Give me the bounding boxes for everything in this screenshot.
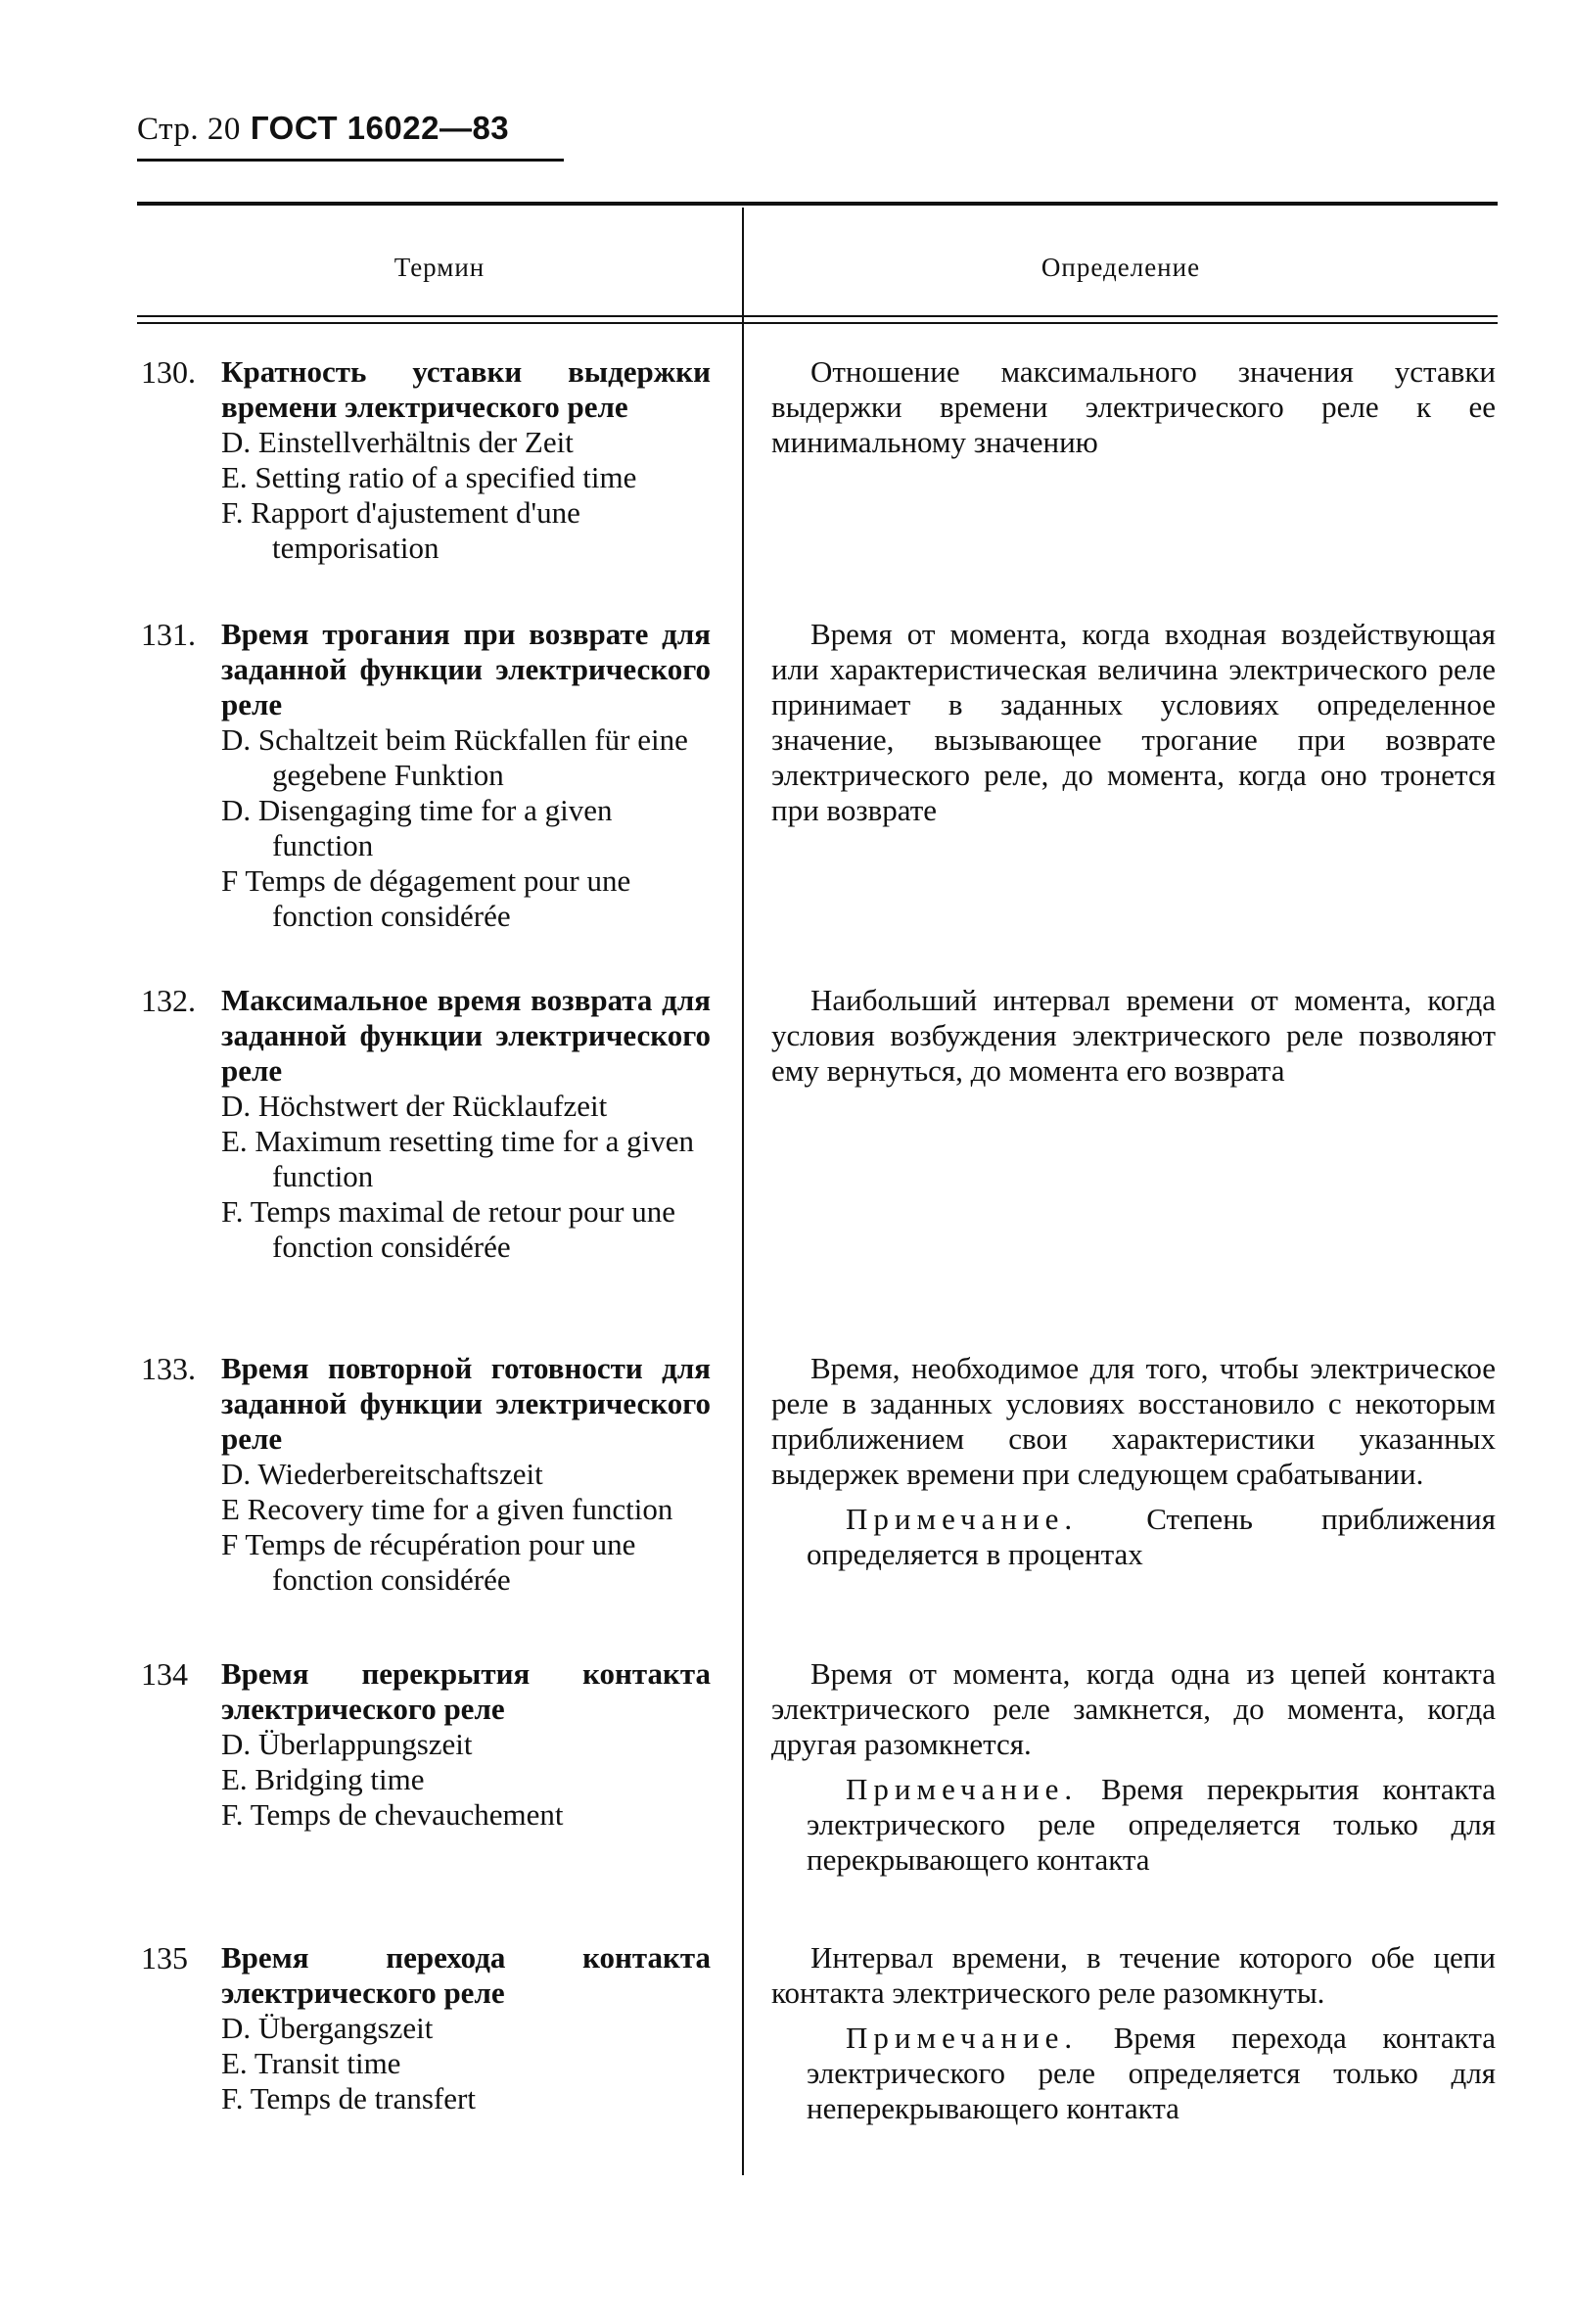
column-divider bbox=[742, 208, 744, 2175]
definition-text: Наибольший интервал времени от момента, когда условия возбуждения электрического реле позволяют ему вернуться, до момента его возврата bbox=[771, 983, 1496, 1088]
definition-text: Отношение максимального значения уставки выдержки времени электрического реле к ее минимальному значению bbox=[771, 354, 1496, 459]
definition-text: Время, необходимое для того, чтобы электрическое реле в заданных условиях восстановило с некоторым приближением свои характеристики указанных выдержек времени при следующем срабатывании. bbox=[771, 1351, 1496, 1491]
translation-de: D. Übergangszeit bbox=[221, 2011, 434, 2045]
page-label: Стр. 20 bbox=[137, 112, 241, 147]
translation-de: D. Einstellverhältnis der Zeit bbox=[221, 425, 574, 459]
header-rule bbox=[137, 322, 1498, 324]
term-name: Время перехода контакта электрического реле bbox=[221, 1940, 711, 2010]
definition-cell bbox=[771, 354, 1496, 460]
definition-cell bbox=[771, 1351, 1496, 1572]
definition-cell bbox=[771, 617, 1496, 828]
entry-number: 134 bbox=[141, 1656, 188, 1692]
note bbox=[807, 2021, 1496, 2126]
term-cell bbox=[221, 983, 711, 1265]
definition-text: Время от момента, когда одна из цепей контакта электрического реле замкнется, до момента, когда другая разомкнется. bbox=[771, 1656, 1496, 1761]
translation-de: D. Schaltzeit beim Rückfallen für eine gegebene Funktion bbox=[221, 722, 688, 792]
note bbox=[807, 1772, 1496, 1878]
entry-number: 131. bbox=[141, 617, 196, 652]
term-name: Максимальное время возврата для заданной функции электрического реле bbox=[221, 983, 711, 1088]
table-top-rule bbox=[137, 202, 1498, 206]
translation-fr: F Temps de dégagement pour une fonction considérée bbox=[221, 863, 631, 933]
translation-de: D. Höchstwert der Rücklaufzeit bbox=[221, 1089, 608, 1123]
header-underline bbox=[137, 159, 564, 162]
term-cell bbox=[221, 617, 711, 934]
definition-cell bbox=[771, 1940, 1496, 2126]
note bbox=[807, 1502, 1496, 1572]
translation-en: D. Disengaging time for a given function bbox=[221, 793, 613, 862]
note-text: Время перехода контакта электрического реле определяется только для неперекрывающего контакта bbox=[807, 2021, 1497, 2125]
definition-text: Интервал времени, в течение которого обе цепи контакта электрического реле разомкнуты. bbox=[771, 1940, 1496, 2010]
entry-number: 133. bbox=[141, 1351, 196, 1386]
translation-fr: F. Temps de chevauchement bbox=[221, 1797, 564, 1832]
column-header-definition: Определение bbox=[1040, 253, 1201, 282]
entry-number: 135 bbox=[141, 1940, 188, 1975]
term-name: Время повторной готовности для заданной функции электрического реле bbox=[221, 1351, 711, 1456]
translation-en: E. Transit time bbox=[221, 2046, 401, 2080]
header-rule bbox=[137, 315, 1498, 317]
translation-fr: F. Temps maximal de retour pour une fonction considérée bbox=[221, 1194, 675, 1264]
note-label: Примечание. bbox=[846, 2021, 1079, 2055]
definition-cell bbox=[771, 983, 1496, 1089]
term-cell bbox=[221, 1940, 711, 2116]
term-cell bbox=[221, 1351, 711, 1598]
note-label: Примечание. bbox=[846, 1772, 1079, 1806]
term-name: Кратность уставки выдержки времени электрического реле bbox=[221, 354, 711, 424]
term-cell bbox=[221, 1656, 711, 1833]
definition-text: Время от момента, когда входная воздействующая или характеристическая величина электрического реле принимает в заданных условиях определенное значение, вызывающее трогание при возврате электрического реле, до момента, когда оно тронется при возврате bbox=[771, 617, 1496, 827]
translation-en: E. Maximum resetting time for a given function bbox=[221, 1124, 694, 1193]
translation-fr: F. Rapport d'ajustement d'une temporisation bbox=[221, 495, 580, 565]
column-header-term: Термин bbox=[393, 253, 485, 282]
term-name: Время трогания при возврате для заданной функции электрического реле bbox=[221, 617, 711, 721]
translation-en: E Recovery time for a given function bbox=[221, 1492, 673, 1526]
translation-de: D. Überlappungszeit bbox=[221, 1727, 473, 1761]
note-text: Время перекрытия контакта электрического реле определяется только для перекрывающего контакта bbox=[807, 1772, 1497, 1877]
term-name: Время перекрытия контакта электрического реле bbox=[221, 1656, 711, 1726]
note-text: Степень приближения определяется в процентах bbox=[807, 1502, 1496, 1571]
translation-en: E. Setting ratio of a specified time bbox=[221, 460, 637, 494]
entry-number: 132. bbox=[141, 983, 196, 1018]
page-header bbox=[137, 110, 509, 148]
standard-number: ГОСТ 16022—83 bbox=[250, 110, 510, 146]
translation-en: E. Bridging time bbox=[221, 1762, 425, 1796]
translation-de: D. Wiederbereitschaftszeit bbox=[221, 1457, 543, 1491]
note-label: Примечание. bbox=[846, 1502, 1079, 1536]
translation-fr: F Temps de récupération pour une fonction considérée bbox=[221, 1527, 636, 1597]
entry-number: 130. bbox=[141, 354, 196, 390]
definition-cell bbox=[771, 1656, 1496, 1878]
translation-fr: F. Temps de transfert bbox=[221, 2081, 476, 2115]
term-cell bbox=[221, 354, 711, 566]
